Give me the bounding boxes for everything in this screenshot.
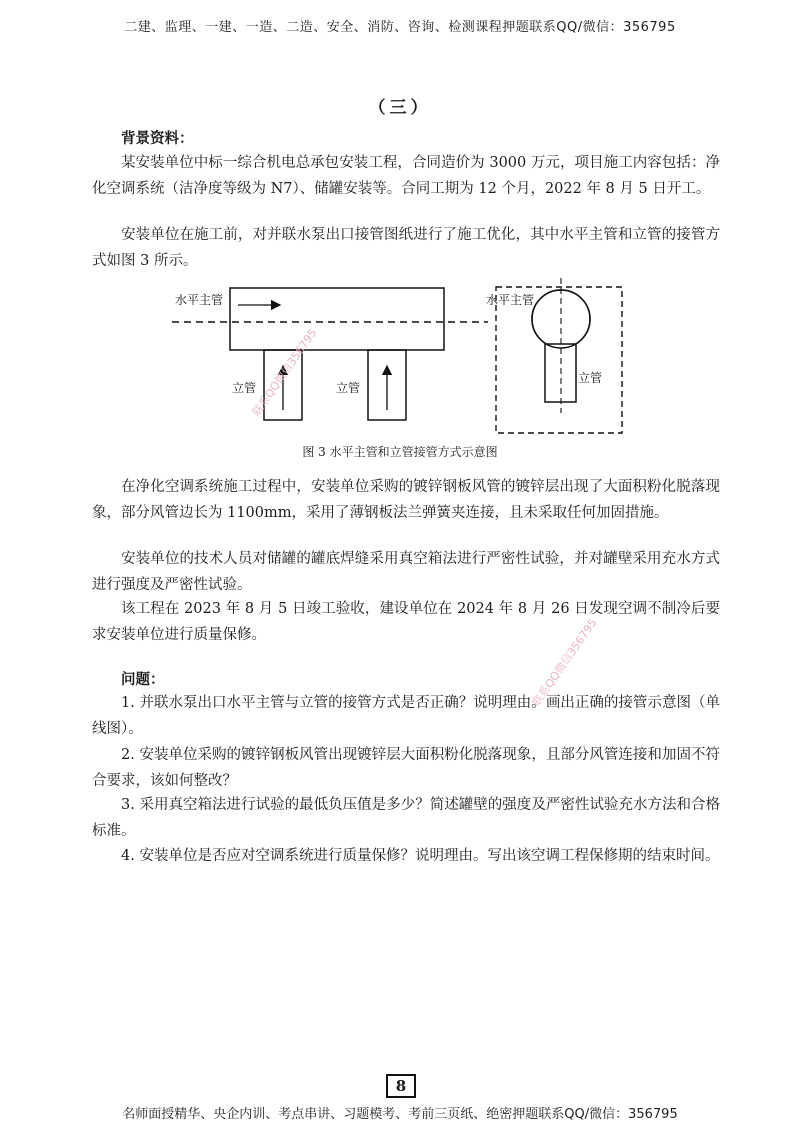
figure-caption: 图 3 水平主管和立管接管方式示意图 — [302, 445, 498, 459]
watermark-2: 联系QQ微信356795 — [529, 616, 600, 709]
section-title: （三） — [368, 98, 432, 118]
question-3: 3. 采用真空箱法进行试验的最低负压值是多少？简述罐壁的强度及严密性试验充水方法和合格标准。 — [92, 797, 720, 839]
background-paragraph-1: 某安装单位中标一综合机电总承包安装工程，合同造价为 3000 万元，项目施工内容包括：净化空调系统（洁净度等级为 N7）、储罐安装等。合同工期为 12 个月，2022 年 8 月 5 日开工。 — [92, 155, 720, 197]
background-heading: 背景资料： — [121, 130, 194, 147]
label-riser-right: 立管 — [578, 371, 603, 385]
main-pipe-front-view — [230, 288, 444, 350]
question-4: 4. 安装单位是否应对空调系统进行质量保修？说明理由。写出该空调工程保修期的结束时间。 — [121, 848, 720, 864]
watermark-1: 联系QQ微信356795 — [249, 326, 320, 419]
label-main-pipe-left: 水平主管 — [175, 293, 224, 307]
question-1: 1. 并联水泵出口水平主管与立管的接管方式是否正确？说明理由。画出正确的接管示意图（单线图）。 — [92, 695, 720, 737]
label-riser-1: 立管 — [232, 381, 257, 395]
background-paragraph-2: 安装单位在施工前，对并联水泵出口接管图纸进行了施工优化，其中水平主管和立管的接管方式如图 3 所示。 — [92, 227, 720, 269]
background-paragraph-4: 安装单位的技术人员对储罐的罐底焊缝采用真空箱法进行严密性试验，并对罐壁采用充水方式进行强度及严密性试验。 — [92, 551, 720, 593]
label-riser-2: 立管 — [336, 381, 361, 395]
page-footer: 名师面授精华、央企内训、考点串讲、习题模考、考前三页纸、绝密押题联系QQ/微信：356795 — [122, 1107, 678, 1122]
label-main-pipe-right: 水平主管 — [486, 293, 535, 307]
page-number: 8 — [386, 1074, 416, 1098]
background-paragraph-5: 该工程在 2023 年 8 月 5 日竣工验收，建设单位在 2024 年 8 月 26 日发现空调不制冷后要求安装单位进行质量保修。 — [92, 601, 720, 643]
question-2: 2. 安装单位采购的镀锌钢板风管出现镀锌层大面积粉化脱落现象，且部分风管连接和加固不符合要求，该如何整改？ — [92, 747, 720, 789]
questions-heading: 问题： — [121, 671, 165, 688]
page-header: 二建、监理、一建、一造、二造、安全、消防、咨询、检测课程押题联系QQ/微信：356795 — [124, 20, 676, 35]
background-paragraph-3: 在净化空调系统施工过程中，安装单位采购的镀锌钢板风管的镀锌层出现了大面积粉化脱落现象，部分风管边长为 1100mm，采用了薄钢板法兰弹簧夹连接，且未采取任何加固措施。 — [92, 479, 720, 521]
figure-3-diagram — [0, 270, 800, 440]
